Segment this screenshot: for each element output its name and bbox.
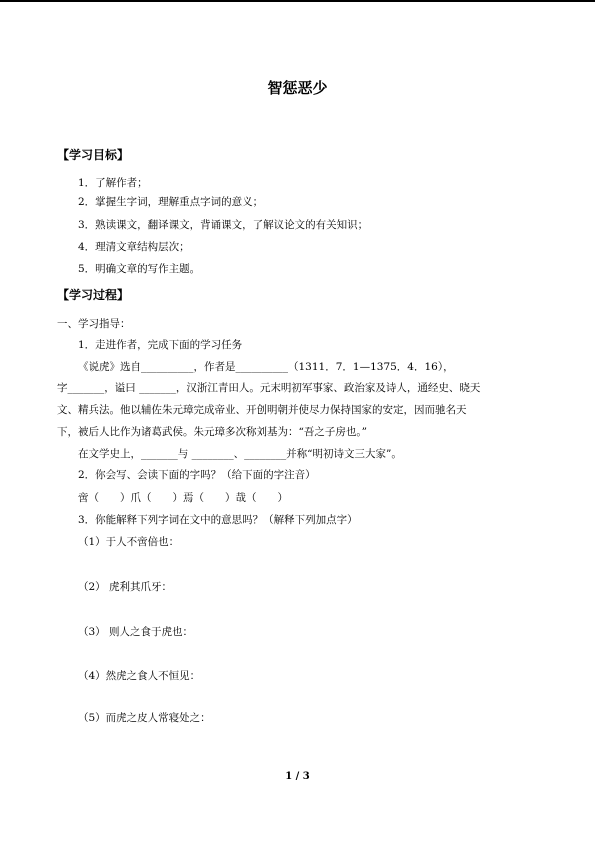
author-paragraph-line: 文、精兵法。他以辅佐朱元璋完成帝业、开创明朝并使尽力保持国家的安定，因而驰名天 — [57, 404, 467, 416]
goal-item: 4．理清文章结构层次； — [78, 241, 190, 253]
author-paragraph-line: 下，被后人比作为诸葛武侯。朱元璋多次称刘基为：“吾之子房也。” — [57, 426, 367, 438]
author-paragraph-line: 《说虎》选自__________，作者是__________（1311．7．1—1375．4．16）， — [78, 361, 454, 373]
goal-item: 3．熟读课文，翻译课文，背诵课文，了解议论文的有关知识； — [78, 219, 369, 231]
process-step-2: 2．你会写、会读下面的字吗？（给下面的字注音） — [78, 469, 316, 481]
goal-item: 5．明确文章的写作主题。 — [78, 263, 201, 275]
exercise-item: （5）而虎之皮人常寝处之： — [78, 712, 211, 724]
literature-history-line: 在文学史上，_______与 ________、________并称“明初诗文三大家”。 — [78, 448, 402, 460]
goal-item: 2．掌握生字词，理解重点字词的意义； — [78, 196, 264, 208]
page-top-border — [0, 0, 595, 2]
page-number: 1 / 3 — [285, 771, 310, 782]
process-step-3: 3．你能解释下列字词在文中的意思吗？（解释下列加点字） — [78, 514, 358, 526]
page-title: 智惩恶少 — [267, 79, 328, 97]
process-step-1: 1．走进作者，完成下面的学习任务 — [78, 339, 243, 351]
exercise-item: （1）于人不啻倍也： — [78, 536, 180, 548]
author-paragraph-line: 字_______，谥曰 _______，汉浙江青田人。元末明初军事家、政治家及诗人，通经史、晓天 — [57, 382, 481, 394]
section-heading-process: 【学习过程】 — [57, 288, 130, 302]
exercise-item: （3） 则人之食于虎也： — [78, 626, 194, 638]
exercise-item: （2） 虎利其爪牙： — [78, 581, 173, 593]
section-heading-goals: 【学习目标】 — [57, 148, 130, 162]
goal-item: 1．了解作者； — [78, 177, 148, 189]
pinyin-exercise-line: 啻（ ）爪（ ）焉（ ）哉（ ） — [78, 492, 288, 504]
process-part-heading: 一、学习指导： — [57, 318, 131, 330]
exercise-item: （4）然虎之食人不恒见： — [78, 670, 201, 682]
